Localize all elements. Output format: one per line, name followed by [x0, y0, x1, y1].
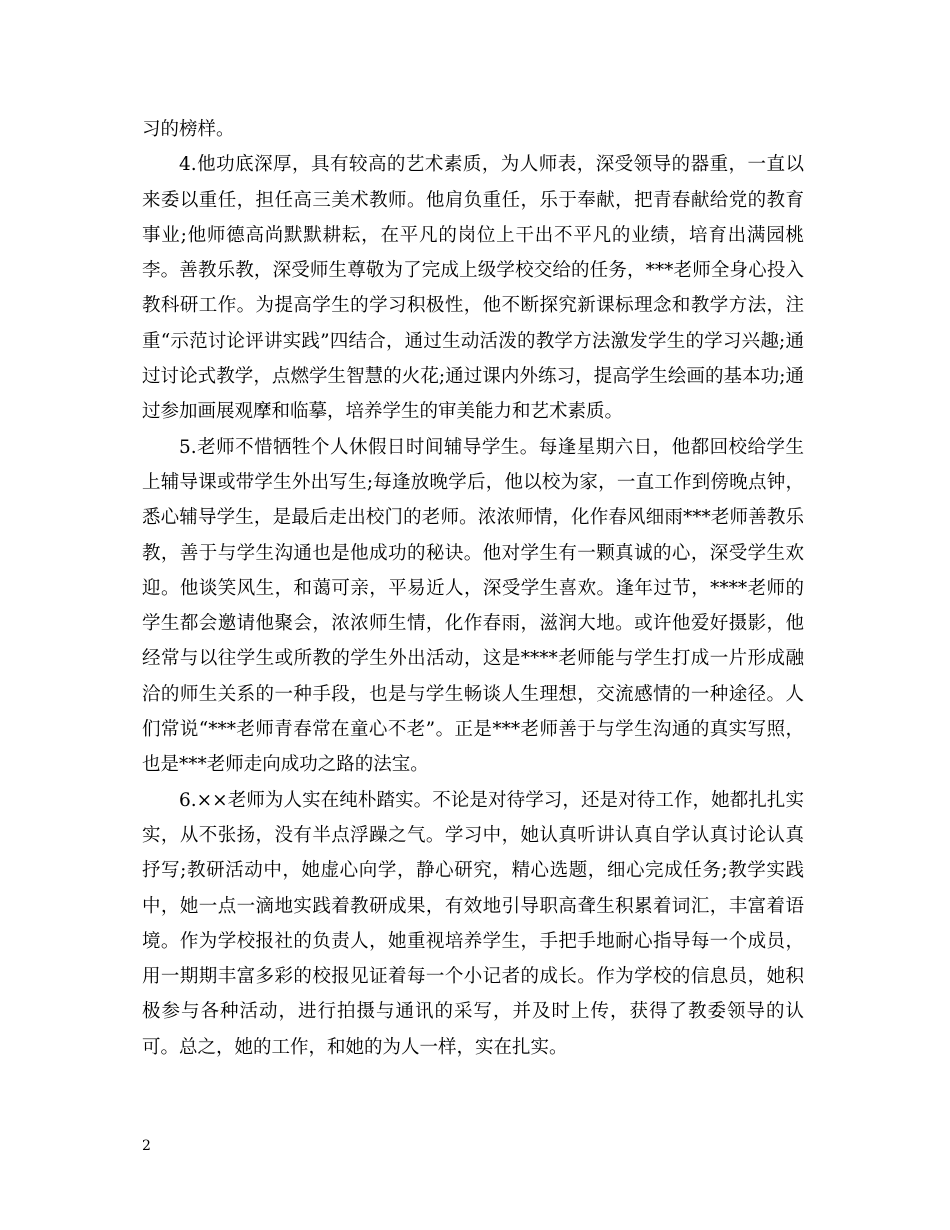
page-number: 2: [142, 1138, 151, 1154]
paragraph-item-5: 5.老师不惜牺牲个人休假日时间辅导学生。每逢星期六日，他都回校给学生上辅导课或带学生外出写生;每逢放晚学后，他以校为家，一直工作到傍晚点钟，悉心辅导学生，是最后走出校门的老师。浓浓师情，化作春风细雨***老师善教乐教，善于与学生沟通也是他成功的秘诀。他对学生有一颗真诚的心，深受学生欢迎。他谈笑风生，和蔼可亲，平易近人，深受学生喜欢。逢年过节，****老师的学生都会邀请他聚会，浓浓师生情，化作春雨，滋润大地。或许他爱好摄影，他经常与以往学生或所教的学生外出活动，这是****老师能与学生打成一片形成融洽的师生关系的一种手段，也是与学生畅谈人生理想，交流感情的一种途径。人们常说“***老师青春常在童心不老”。正是***老师善于与学生沟通的真实写照，也是***老师走向成功之路的法宝。: [142, 436, 804, 776]
paragraph-item-6: 6.××老师为人实在纯朴踏实。不论是对待学习，还是对待工作，她都扎扎实实，从不张扬，没有半点浮躁之气。学习中，她认真听讲认真自学认真讨论认真抒写;教研活动中，她虚心向学，静心研究，精心选题，细心完成任务;教学实践中，她一点一滴地实践着教研成果，有效地引导职高聋生积累着词汇，丰富着语境。作为学校报社的负责人，她重视培养学生，手把手地耐心指导每一个成员，用一期期丰富多彩的校报见证着每一个小记者的成长。作为学校的信息员，她积极参与各种活动，进行拍摄与通讯的采写，并及时上传，获得了教委领导的认可。总之，她的工作，和她的为人一样，实在扎实。: [142, 789, 804, 1058]
paragraph-continuation: 习的榜样。: [142, 119, 235, 140]
body-text: [142, 112, 804, 1065]
paragraph-item-4: 4.他功底深厚，具有较高的艺术素质，为人师表，深受领导的器重，一直以来委以重任，担任高三美术教师。他肩负重任，乐于奉献，把青春献给党的教育事业;他师德高尚默默耕耘，在平凡的岗位上干出不平凡的业绩，培育出满园桃李。善教乐教，深受师生尊敬为了完成上级学校交给的任务，***老师全身心投入教科研工作。为提高学生的学习积极性，他不断探究新课标理念和教学方法，注重“示范讨论评讲实践”四结合，通过生动活泼的教学方法激发学生的学习兴趣;通过讨论式教学，点燃学生智慧的火花;通过课内外练习，提高学生绘画的基本功;通过参加画展观摩和临摹，培养学生的审美能力和艺术素质。: [142, 154, 804, 423]
